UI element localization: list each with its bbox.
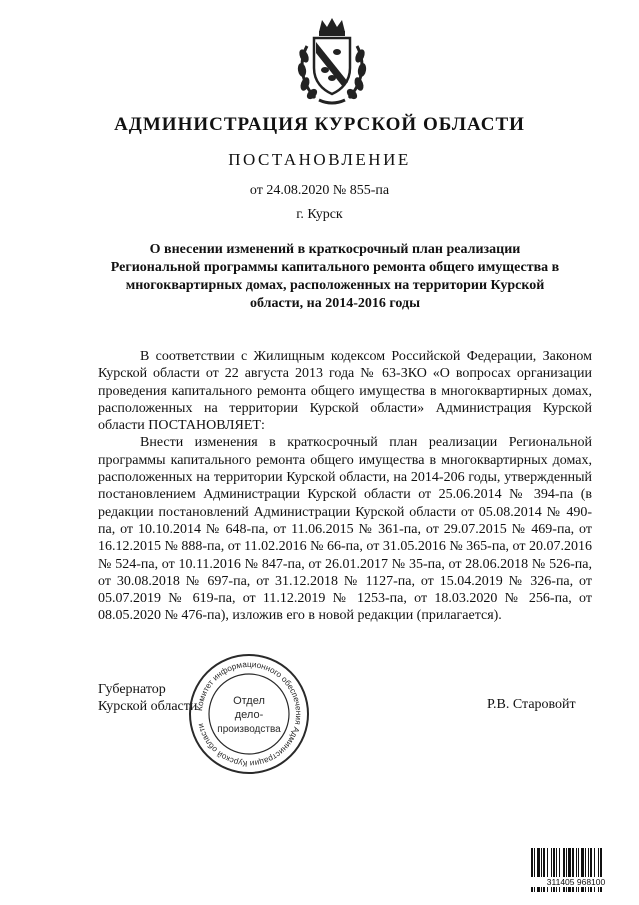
document-type: ПОСТАНОВЛЕНИЕ — [228, 150, 411, 169]
organization-title: АДМИНИСТРАЦИЯ КУРСКОЙ ОБЛАСТИ — [114, 114, 525, 135]
stamp-line: производства — [217, 724, 281, 735]
signatory-position-line: Курской области — [98, 699, 198, 715]
document-city: г. Курск — [296, 207, 343, 222]
subject-line: области, на 2014-2016 годы — [249, 296, 420, 311]
signatory-name: Р.В. Старовойт — [487, 697, 576, 712]
subject-line: Региональной программы капитального ремонта общего имущества в — [110, 260, 560, 275]
subject-line: многоквартирных домах, расположенных на территории Курской — [125, 278, 545, 293]
document-subject — [90, 241, 580, 313]
stamp-line: Отдел — [233, 695, 265, 707]
signatory-position — [98, 681, 197, 716]
kursk-coat-of-arms-icon — [297, 16, 367, 108]
signatory-position-line: Губернатор — [98, 682, 166, 697]
stamp-ring-text: Комитет информационного обеспечения Администрации Курской области — [195, 659, 304, 769]
subject-line: О внесении изменений в краткосрочный план реализации — [149, 242, 521, 257]
barcode-number: 311405 968100 — [530, 877, 622, 887]
body-paragraph: В соответствии с Жилищным кодексом Российской Федерации, Законом Курской области от 22 августа 2013 года № 63-ЗКО «О вопросах организации проведения капитального ремонта общего имущества в многоквартирных домах, расположенных на территории Курской области» Администрация Курской области ПОСТАНОВЛЯЕТ: — [98, 349, 592, 434]
document-body — [98, 348, 592, 625]
document-date-number: от 24.08.2020 № 855-па — [249, 183, 390, 198]
stamp-line: дело- — [234, 709, 264, 721]
office-stamp — [187, 652, 311, 776]
body-paragraph: Внести изменения в краткосрочный план реализации Региональной программы капитального ремонта общего имущества в многоквартирных домах, расположенных на территории Курской области, на 2014-206 годы, утвержденный постановлением Администрации Курской области от 25.06.2014 № 394-па (в редакции постановлений Администрации Курской области от 05.08.2014 № 490-па, от 10.10.2014 № 648-па, от 11.06.2015 № 361-па, от 29.07.2015 № 469-па, от 16.12.2015 № 888-па, от 11.02.2016 № 66-па, от 31.05.2016 № 365-па, от 20.07.2016 № 524-па, от 10.11.2016 № 847-па, от 26.01.2017 № 35-па, от 28.06.2018 № 526-па, от 30.08.2018 № 697-па, от 31.12.2018 № 1127-па, от 15.04.2019 № 326-па, от 05.07.2019 № 619-па, от 11.12.2019 № 1253-па, от 18.03.2020 № 256-па, от 08.05.2020 № 476-па), изложив его в новой редакции (прилагается). — [98, 435, 592, 624]
